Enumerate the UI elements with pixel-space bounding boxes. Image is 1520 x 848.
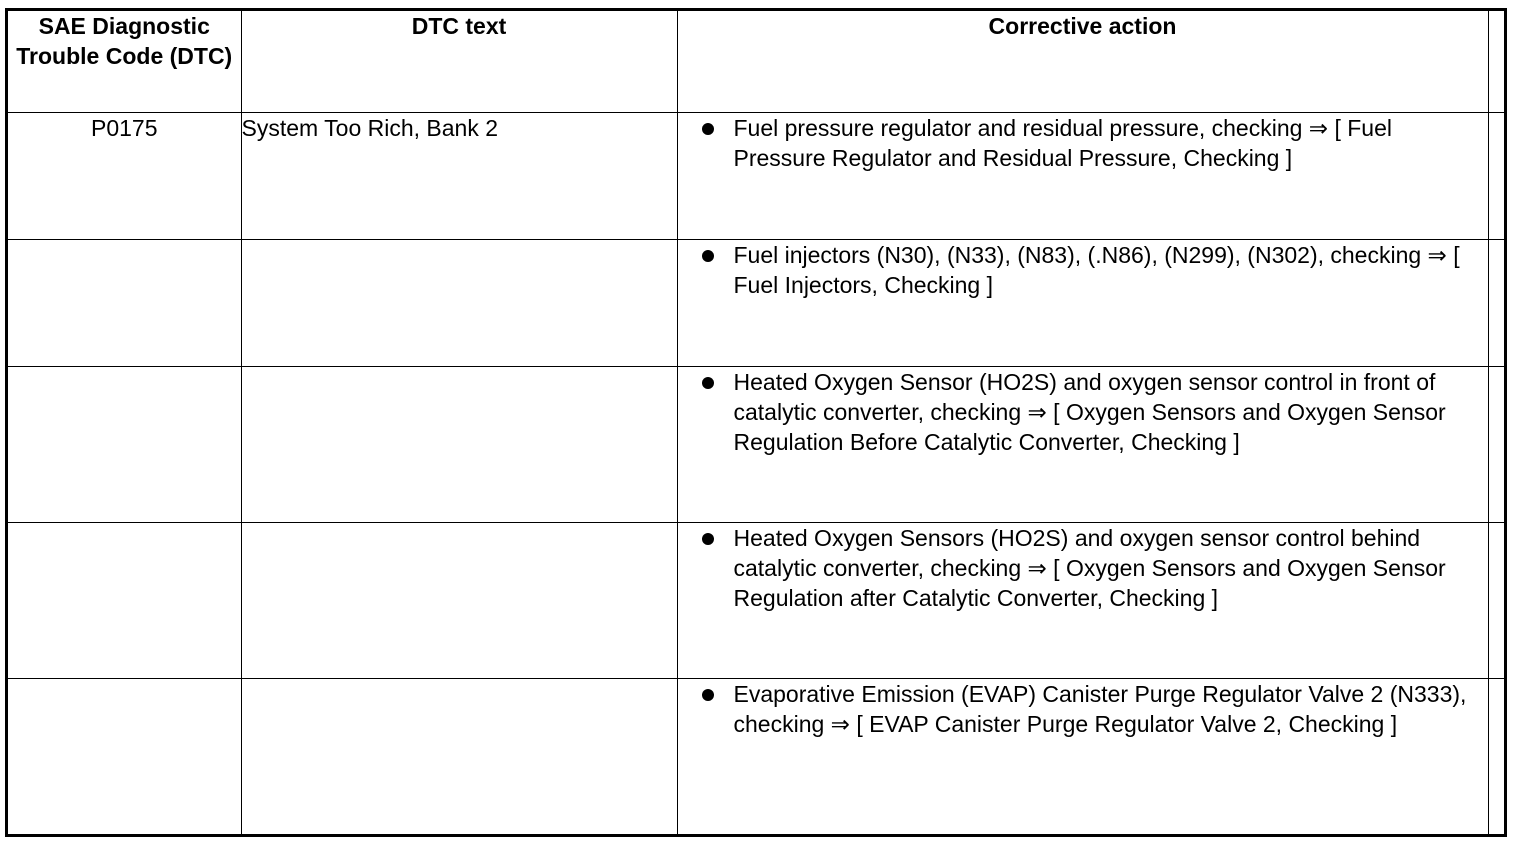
bullet-icon (702, 377, 714, 389)
action-text: Heated Oxygen Sensors (HO2S) and oxygen sensor control behind catalytic converter, checking ⇒ [ Oxygen Sensors and Oxygen Sensor Regulation after Catalytic Converter, Checking ] (733, 524, 1446, 611)
dtc-text-cell (241, 239, 677, 366)
action-item (678, 367, 1488, 457)
header-dtc-code: SAE Diagnostic Trouble Code (DTC) (8, 11, 241, 112)
header-corrective-action: Corrective action (677, 11, 1488, 112)
dtc-code-cell: P0175 (8, 112, 241, 239)
dtc-code-cell (8, 366, 241, 522)
action-item (678, 679, 1488, 739)
row-spacer (1488, 522, 1504, 678)
header-spacer (1488, 11, 1504, 112)
action-text: Fuel pressure regulator and residual pressure, checking ⇒ [ Fuel Pressure Regulator and Residual Pressure, Checking ] (733, 114, 1392, 171)
bullet-icon (702, 689, 714, 701)
dtc-text-cell (241, 678, 677, 834)
table-row (8, 366, 1504, 522)
dtc-table-frame (5, 8, 1507, 837)
dtc-text-cell (241, 366, 677, 522)
corrective-action-cell (677, 366, 1488, 522)
table-row (8, 522, 1504, 678)
dtc-code-cell (8, 678, 241, 834)
corrective-action-cell (677, 678, 1488, 834)
corrective-action-cell (677, 522, 1488, 678)
table-row (8, 239, 1504, 366)
action-item (678, 113, 1488, 173)
dtc-text-cell (241, 522, 677, 678)
header-dtc-text: DTC text (241, 11, 677, 112)
bullet-icon (702, 533, 714, 545)
corrective-action-cell (677, 239, 1488, 366)
dtc-code-cell (8, 239, 241, 366)
header-row (8, 11, 1504, 112)
dtc-table (8, 11, 1504, 834)
dtc-text-cell: System Too Rich, Bank 2 (241, 112, 677, 239)
action-text: Heated Oxygen Sensor (HO2S) and oxygen sensor control in front of catalytic converter, checking ⇒ [ Oxygen Sensors and Oxygen Sensor Regulation Before Catalytic Converter, Checking ] (733, 368, 1446, 455)
corrective-action-cell (677, 112, 1488, 239)
action-item (678, 523, 1488, 613)
row-spacer (1488, 112, 1504, 239)
bullet-icon (702, 250, 714, 262)
row-spacer (1488, 366, 1504, 522)
action-item (678, 240, 1488, 300)
table-row (8, 678, 1504, 834)
action-text: Evaporative Emission (EVAP) Canister Purge Regulator Valve 2 (N333), checking ⇒ [ EVAP Canister Purge Regulator Valve 2, Checking ] (733, 680, 1467, 737)
table-row (8, 112, 1504, 239)
bullet-icon (702, 123, 714, 135)
row-spacer (1488, 239, 1504, 366)
dtc-code-cell (8, 522, 241, 678)
row-spacer (1488, 678, 1504, 834)
action-text: Fuel injectors (N30), (N33), (N83), (.N86), (N299), (N302), checking ⇒ [ Fuel Injectors, Checking ] (733, 241, 1460, 298)
